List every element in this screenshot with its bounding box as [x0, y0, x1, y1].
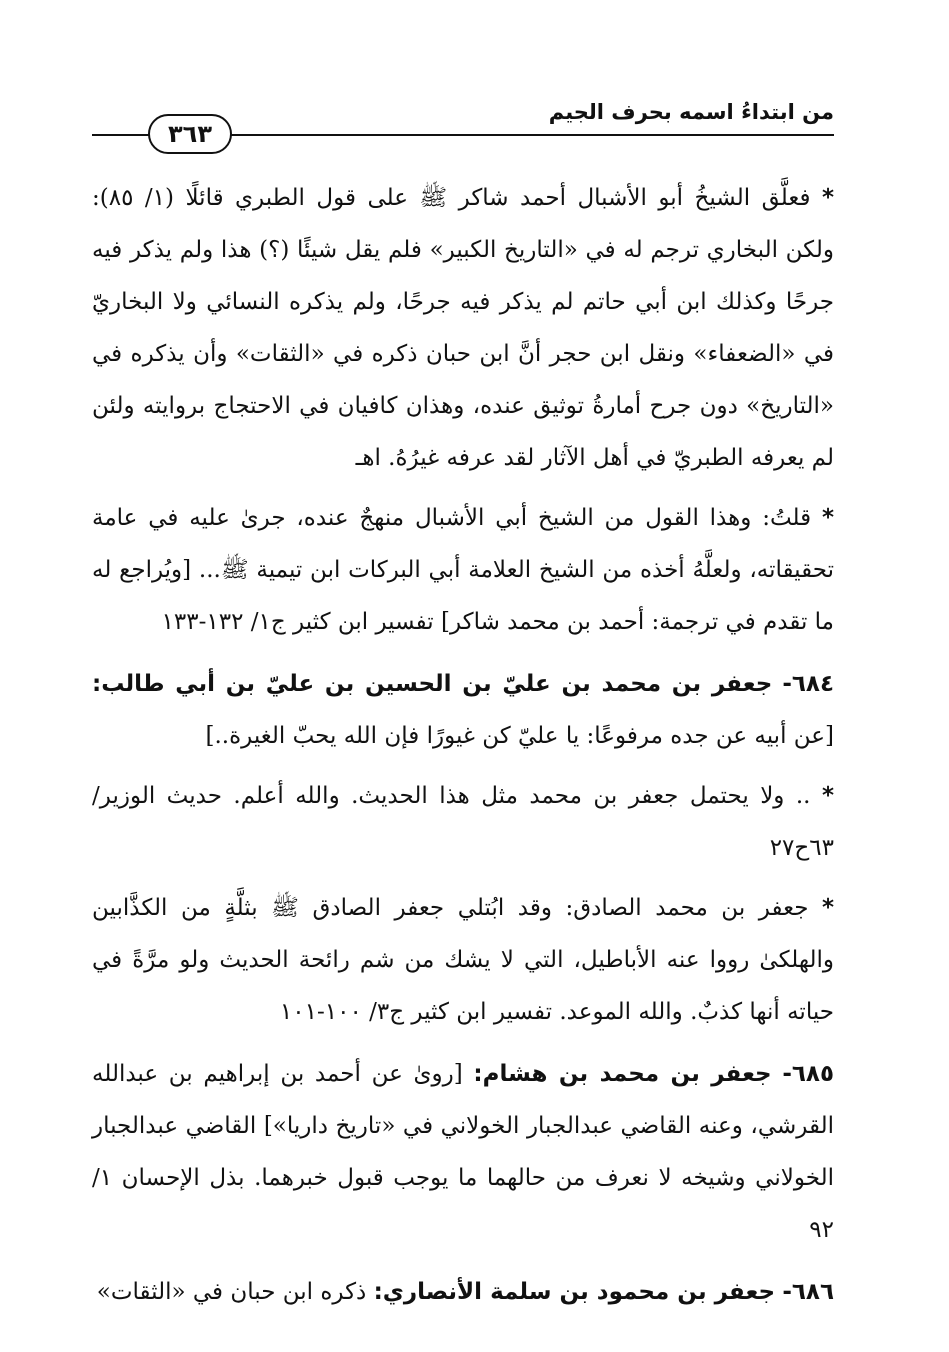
entry-685: [92, 1048, 834, 1256]
entry-name: جعفر بن محمد بن عليّ بن الحسين بن عليّ بن أبي طالب:: [92, 671, 773, 697]
star-marker: *: [821, 505, 835, 531]
note-text: .. ولا يحتمل جعفر بن محمد مثل هذا الحديث. والله أعلم. حديث الوزير/ ٦٣ح٢٧: [92, 783, 834, 861]
entry-number: ٦٨٥-: [782, 1061, 835, 1087]
note-684-a: [92, 770, 834, 874]
entry-684: [92, 658, 834, 762]
entry-text: [عن أبيه عن جده مرفوعًا: يا عليّ كن غيورًا فإن الله يحبّ الغيرة..]: [205, 723, 834, 749]
entry-name: جعفر بن محمود بن سلمة الأنصاري:: [373, 1279, 776, 1305]
entry-686: [92, 1266, 834, 1318]
page-header: [92, 92, 834, 162]
star-marker: *: [821, 783, 834, 809]
star-marker: *: [822, 185, 835, 211]
star-marker: *: [821, 895, 835, 921]
entry-text: [روىٰ عن أحمد بن إبراهيم بن عبدالله القرشي، وعنه القاضي عبدالجبار الخولاني في «تاريخ داريا»] القاضي عبدالجبار الخولاني وشيخه لا نعرف من حالهما ما يوجب قبول خبرهما. بذل الإحسان ١/ ٩٢: [92, 1061, 834, 1243]
running-title: من ابتداءُ اسمه بحرف الجيم: [548, 100, 834, 124]
entry-number: ٦٨٤-: [782, 671, 834, 697]
entry-number: ٦٨٦-: [782, 1279, 834, 1305]
page-body: [92, 172, 834, 1326]
paragraph-tabari-comment: [92, 172, 834, 484]
paragraph-text: قلتُ: وهذا القول من الشيخ أبي الأشبال منهجٌ عنده، جرىٰ عليه في عامة تحقيقاته، ولعلَّهُ أخذه من الشيخ العلامة أبي البركات ابن تيمية ﷺ... [ويُراجع له ما تقدم في ترجمة: أحمد بن محمد شاكر] تفسير ابن كثير ج١/ ١٣٢-١٣٣: [92, 505, 834, 635]
note-text: جعفر بن محمد الصادق: وقد ابُتلي جعفر الصادق ﷺ بثلَّةٍ من الكذَّابين والهلكىٰ رووا عنه الأباطيل، التي لا يشك من شم رائحة الحديث ولو مرَّةً في حياته أنها كذبٌ. والله الموعد. تفسير ابن كثير ج٣/ ١٠٠-١٠١: [92, 895, 834, 1025]
paragraph-author-note: [92, 492, 834, 648]
entry-name: جعفر بن محمد بن هشام:: [473, 1061, 772, 1087]
entry-text: ذكره ابن حبان في «الثقات»: [96, 1279, 367, 1305]
note-684-b: [92, 882, 834, 1038]
paragraph-text: فعلَّق الشيخُ أبو الأشبال أحمد شاكر ﷺ على قول الطبري قائلًا (١/ ٨٥): ولكن البخاري ترجم له في «التاريخ الكبير» فلم يقل شيئًا (؟) هذا ولم يذكر فيه جرحًا وكذلك ابن أبي حاتم لم يذكر فيه جرحًا، ولم يذكره النسائي ولا البخاريّ في «الضعفاء» ونقل ابن حجر أنَّ ابن حبان ذكره في «الثقات» وأن يذكره في «التاريخ» دون جرح أمارةُ توثيق عنده، وهذان كافيان في الاحتجاج بروايته ولئن لم يعرفه الطبريّ في أهل الآثار لقد عرفه غيرُهُ. اهـ: [92, 185, 834, 471]
page-number: ٣٦٣: [148, 114, 232, 154]
